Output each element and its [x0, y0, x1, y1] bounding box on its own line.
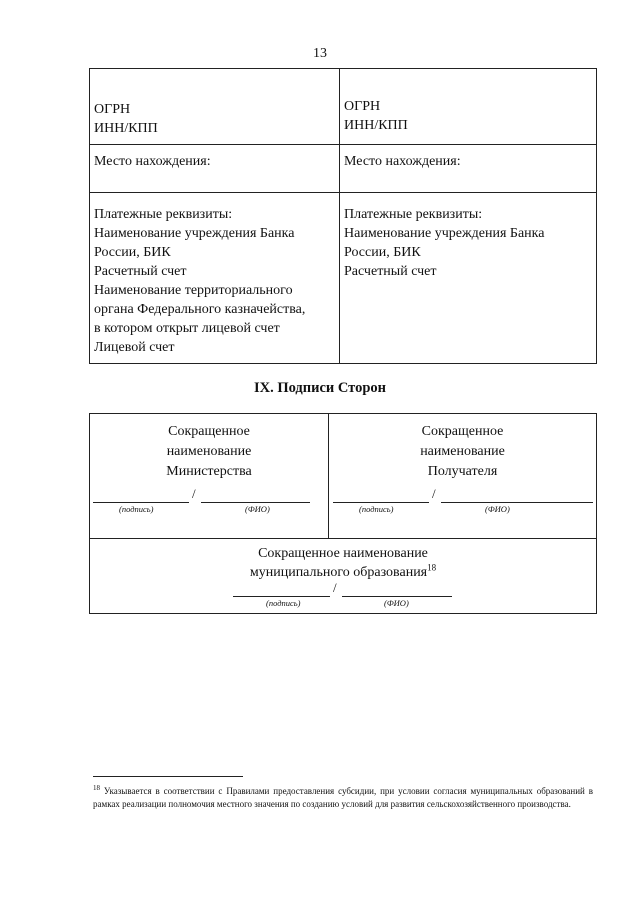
row-divider — [90, 144, 596, 145]
payment-line: органа Федерального казначейства, — [94, 302, 306, 317]
recipient-signature-line — [333, 502, 429, 503]
footnote-ref: 18 — [427, 562, 437, 573]
ogrn-label: ОГРН — [94, 102, 131, 117]
inn-kpp-label: ИНН/КПП — [94, 121, 158, 136]
ministry-name-line: Сокращенное — [168, 424, 250, 439]
payment-line: России, БИК — [344, 245, 421, 260]
municipality-signature-line — [233, 596, 330, 597]
section-title: IX. Подписи Сторон — [253, 380, 387, 396]
payment-line: Наименование учреждения Банка — [94, 226, 295, 241]
recipient-name-line-blank — [441, 502, 593, 503]
payment-line: Наименование учреждения Банка — [344, 226, 545, 241]
column-divider — [339, 69, 340, 363]
left-location-label: Место нахождения: — [94, 154, 211, 169]
recipient-name-line: Сокращенное — [421, 424, 504, 439]
ministry-name-line: наименование — [166, 444, 252, 459]
payment-line: Лицевой счет — [94, 340, 175, 355]
ministry-signature-slash: / — [192, 486, 196, 501]
payment-line: Расчетный счет — [344, 264, 437, 279]
payment-line: России, БИК — [94, 245, 171, 260]
row-divider — [90, 192, 596, 193]
footnote — [93, 785, 593, 811]
municipality-signature-caption: (подпись) — [266, 598, 301, 608]
municipality-fio-caption: (ФИО) — [384, 598, 409, 608]
payment-line: Платежные реквизиты: — [344, 207, 483, 222]
municipality-name-line-blank — [342, 596, 452, 597]
right-payment-details — [344, 205, 544, 281]
payment-line: Наименование территориального — [94, 283, 293, 298]
ministry-signature-line — [93, 502, 189, 503]
right-location-label: Место нахождения: — [344, 154, 461, 169]
left-ogrn-cell — [94, 100, 158, 138]
ministry-name-line-blank — [201, 502, 310, 503]
footnote-text: Указывается в соответствии с Правилами предоставления субсидии, при условии согласия муниципальных образований в рамках реализации полномочия местного значения по созданию условий для развития сельскохозяйственного производства. — [93, 786, 593, 809]
payment-line: Платежные реквизиты: — [94, 207, 233, 222]
footnote-separator — [93, 776, 243, 777]
municipality-name-line: Сокращенное наименование — [258, 546, 428, 561]
requisites-table — [89, 68, 597, 364]
recipient-name — [329, 422, 596, 482]
page-number: 13 — [313, 46, 327, 61]
ogrn-label: ОГРН — [344, 99, 381, 114]
row-divider — [90, 538, 596, 539]
payment-line: Расчетный счет — [94, 264, 187, 279]
payment-line: в котором открыт лицевой счет — [94, 321, 280, 336]
signatures-table — [89, 413, 597, 614]
ministry-name-line: Министерства — [166, 464, 252, 479]
ministry-fio-caption: (ФИО) — [245, 504, 270, 514]
left-payment-details — [94, 205, 305, 357]
recipient-name-line: Получателя — [427, 464, 498, 479]
right-ogrn-cell — [344, 97, 408, 135]
recipient-signature-caption: (подпись) — [359, 504, 394, 514]
recipient-signature-slash: / — [432, 486, 436, 501]
municipality-name-line: муниципального образования$^{18}$ — [249, 562, 437, 580]
recipient-name-line: наименование — [420, 444, 505, 459]
inn-kpp-label: ИНН/КПП — [344, 118, 408, 133]
footnote-number: 18 — [93, 784, 100, 792]
ministry-signature-caption: (подпись) — [119, 504, 154, 514]
municipality-name — [90, 544, 596, 582]
ministry-name — [90, 422, 328, 482]
municipality-signature-slash: / — [333, 580, 337, 595]
recipient-fio-caption: (ФИО) — [485, 504, 510, 514]
